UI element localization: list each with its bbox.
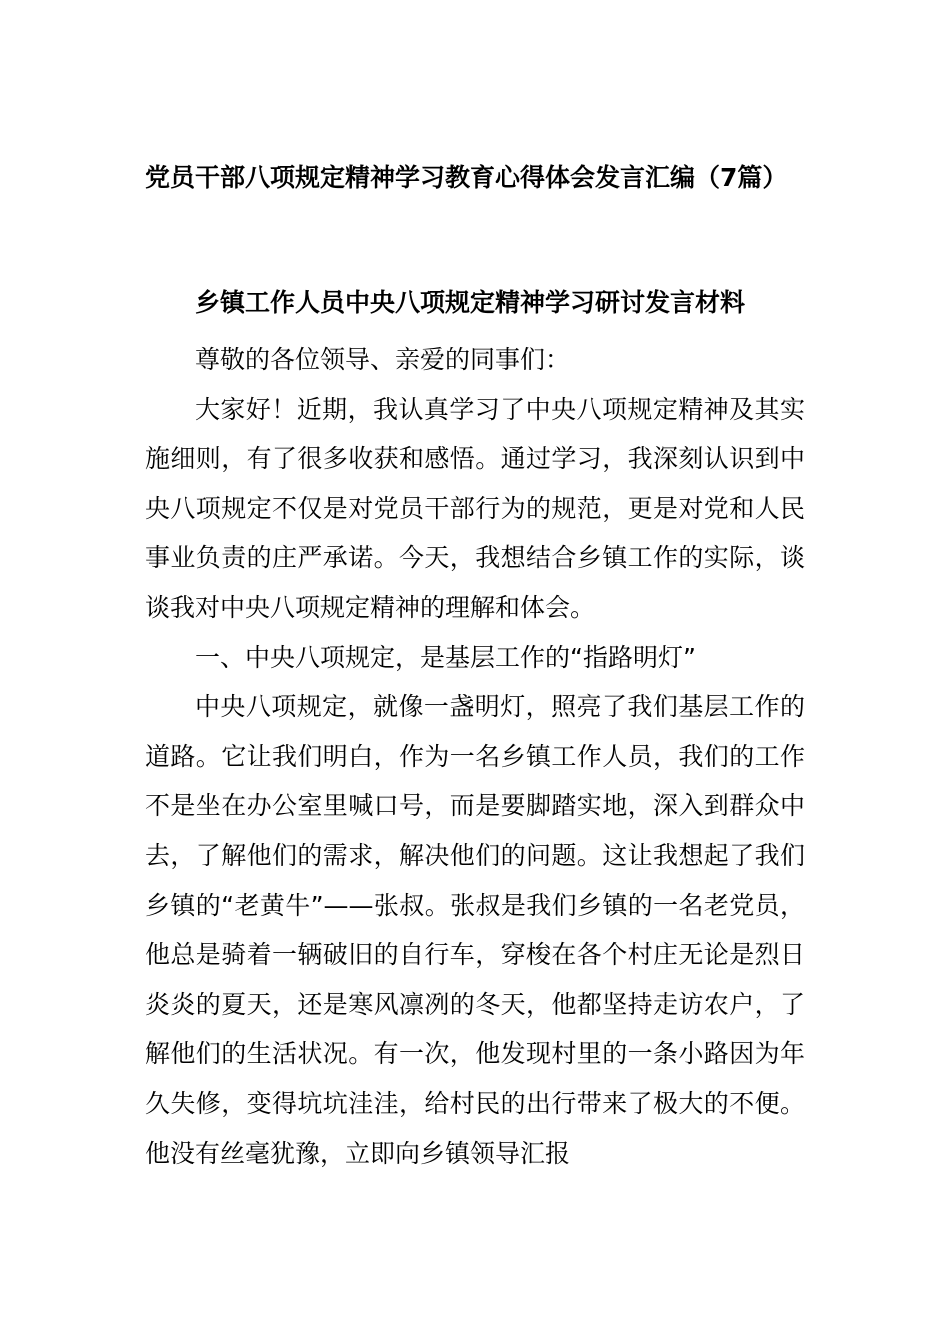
document-body [145,335,805,1178]
subheading-paragraph: 一、中央八项规定，是基层工作的“指路明灯” [195,642,696,672]
body-paragraph: 中央八项规定，就像一盏明灯，照亮了我们基层工作的道路。它让我们明白，作为一名乡镇工作人员，我们的工作不是坐在办公室里喊口号，而是要脚踏实地，深入到群众中去，了解他们的需求，解决他们的问题。这让我想起了我们乡镇的“老黄牛”——张叔。张叔是我们乡镇的一名老党员，他总是骑着一辆破旧的自行车，穿梭在各个村庄无论是烈日炎炎的夏天，还是寒风凛冽的冬天，他都坚持走访农户，了解他们的生活状况。有一次，他发现村里的一条小路因为年久失修，变得坑坑洼洼，给村民的出行带来了极大的不便。他没有丝毫犹豫，立即向乡镇领导汇报 [145,692,805,1168]
document-title: 党员干部八项规定精神学习教育心得体会发言汇编（7篇） [145,163,788,192]
salutation-paragraph: 尊敬的各位领导、亲爱的同事们： [195,345,571,374]
intro-paragraph: 大家好！近期，我认真学习了中央八项规定精神及其实施细则，有了很多收获和感悟。通过学习，我深刻认识到中央八项规定不仅是对党员干部行为的规范，更是对党和人民事业负责的庄严承诺。今天，我想结合乡镇工作的实际，谈谈我对中央八项规定精神的理解和体会。 [145,394,805,622]
section-title: 乡镇工作人员中央八项规定精神学习研讨发言材料 [195,288,746,317]
